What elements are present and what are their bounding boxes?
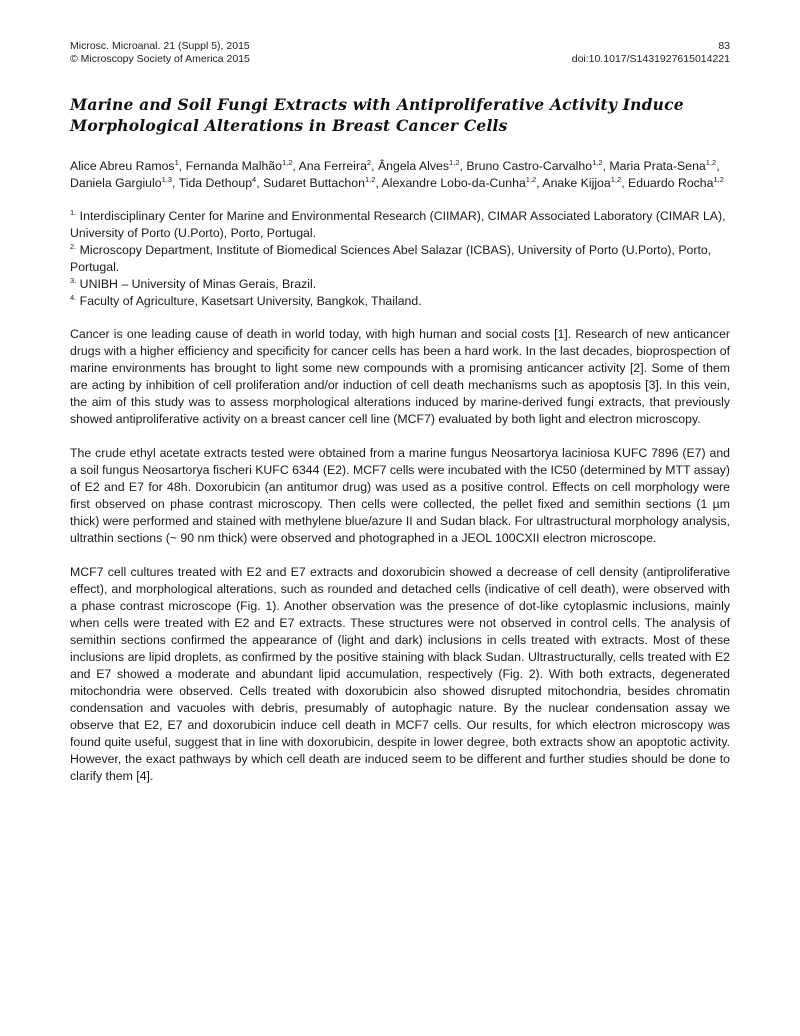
author [542,176,621,190]
body-paragraph: Cancer is one leading cause of death in world today, with high human and social costs [1]. Research of new anticancer drugs with a higher efficiency and specificity for cancer cells has been a hard work. In the last decades, bioprospection of marine environments has brought to light some new compounds with a promising anticancer activity [2]. Some of them are acting by inhibition of cell proliferation and/or induction of cell death mechanisms such as apoptosis [3]. In this vein, the aim of this study was to assess morphological alterations induced by marine-derived fungi extracts, that previously showed antiproliferative activity on a breast cancer cell line (MCF7) evaluated by both light and electron microscopy. [70,327,730,426]
page [70,40,730,802]
author-name: Anake Kijjoa [542,176,611,190]
author-affiliation-mark: 1,2 [610,174,622,184]
title-line: Morphological Alterations in Breast Cancer Cells [70,116,508,135]
affiliation [70,242,730,276]
author [466,159,602,173]
affiliation [70,208,730,242]
body-paragraph: The crude ethyl acetate extracts tested were obtained from a marine fungus Neosartorya laciniosa KUFC 7896 (E7) and a soil fungus Neosartorya fischeri KUFC 6344 (E2). MCF7 cells were incubated with the IC50 (determined by MTT assay) of E2 and E7 for 48h. Doxorubicin (an antitumor drug) was used as a positive control. Effects on cell morphology were first observed on phase contrast microscopy. Then cells were collected, the pellet fixed and semithin sections (1 µm thick) were performed and stained with methylene blue/azure II and Sudan black. For ultrastructural morphology analysis, ultrathin sections (~ 90 nm thick) were observed and photographed in a JEOL 100CXII electron microscope. [70,446,730,545]
body-paragraph: MCF7 cell cultures treated with E2 and E7 extracts and doxorubicin showed a decrease of cell density (antiproliferative effect), and morphological alterations, such as rounded and detached cells (indicative of cell death), were observed with a phase contrast microscope (Fig. 1). Another observation was the presence of dot-like cytoplasmic inclusions, mainly when cells were treated with E2 and E7 extracts. These structures were not observed in control cells. The analysis of semithin sections confirmed the appearance of (light and dark) inclusions in cells treated with extracts. Most of these inclusions are lipid droplets, as confirmed by the positive staining with black Sudan. Ultrastructurally, cells treated with E2 and E7 showed a moderate and abundant lipid accumulation, respectively (Fig. 2). With both extracts, degenerated mitochondria were observed. Cells treated with doxorubicin also showed disrupted mitochondria, besides chromatin condensation and vacuoles with debris, presumably of autophagic nature. By the nuclear condensation assay we observe that E2, E7 and doxorubicin induce cell death in MCF7 cells. Our results, for which electron microscopy was found quite useful, suggest that in line with doxorubicin, despite in lower degree, both extracts show an apoptotic activity. However, the exact pathways by which cell death are induced seem to be different and further studies should be done to clarify them [4]. [70,565,730,783]
author [186,159,293,173]
affiliation-text: UNIBH – University of Minas Gerais, Brazil. [76,277,317,291]
abstract-body [70,326,730,785]
author-name: Alice Abreu Ramos [70,159,175,173]
affiliation-text: Interdisciplinary Center for Marine and Environmental Research (CIIMAR), CIMAR Associated Laboratory (CIMAR LA), University of Porto (U.Porto), Porto, Portugal. [70,209,726,240]
author-affiliation-mark: 1,2 [281,157,293,167]
author-affiliation-mark: 2 [366,157,372,167]
author-name: Ângela Alves [377,159,450,173]
author-name: Eduardo Rocha [628,176,714,190]
author-affiliation-mark: 1,2 [449,157,460,167]
author-affiliation-mark: 1,2 [592,157,603,167]
author-name: Tida Dethoup [178,176,253,190]
author-affiliation-mark: 1 [174,157,179,167]
affiliation-list [70,208,730,310]
page-number: 83 [718,40,730,52]
affiliation-number: 1. [70,207,77,217]
author-affiliation-mark: 1,2 [713,174,724,184]
paper-title [70,94,730,136]
author-affiliation-mark: 1,3 [161,174,173,184]
author-name: Fernanda Malhão [185,159,282,173]
title-line: Marine and Soil Fungi Extracts with Antiproliferative Activity Induce [70,95,684,114]
author [263,176,375,190]
author-affiliation-mark: 1,2 [705,157,717,167]
doi: doi:10.1017/S1431927615014221 [571,53,730,65]
author-name: Bruno Castro-Carvalho [466,159,593,173]
author [628,176,724,190]
author [299,159,372,173]
running-head [70,40,730,66]
affiliation-number: 2. [70,241,77,251]
running-head-right [572,40,730,66]
affiliation [70,293,730,310]
affiliation-text: Microscopy Department, Institute of Biomedical Sciences Abel Salazar (ICBAS), University of Porto (U.Porto), Porto, Portugal. [70,243,712,274]
author [179,176,257,190]
affiliation-number: 4. [70,292,77,302]
copyright-notice: © Microscopy Society of America 2015 [70,53,250,65]
author-name: Daniela Gargiulo [70,176,162,190]
affiliation [70,276,730,293]
author [70,176,172,190]
affiliation-text: Faculty of Agriculture, Kasetsart University, Bangkok, Thailand. [76,294,422,308]
author [378,159,460,173]
author-affiliation-mark: 4 [252,174,257,184]
author-name: Sudaret Buttachon [263,176,365,190]
journal-citation: Microsc. Microanal. 21 (Suppl 5), 2015 [70,40,250,52]
author-list: Alice Abreu Ramos$^1$, Fernanda Malhão$^{1,2}$, Ana Ferreira$^2$, Ângela Alves$^{1,2}$, Bruno Castro-Carvalho$^{1,2}$, Maria Prata-Sena$^{1,2}$, Daniela Gargiulo$^{1,3}$, Tida Dethoup$^4$, Sudaret Buttachon$^{1,2}$, Alexandre Lobo-da-Cunha$^{1,2}$, Anake Kijjoa$^{1,2}$, Eduardo Rocha$^{1,2}$ [70,157,724,190]
author-affiliation-mark: 1,2 [525,174,537,184]
author [609,159,716,173]
author-name: Ana Ferreira [298,159,367,173]
author-affiliation-mark: 1,2 [364,174,376,184]
affiliation-number: 3. [70,275,77,285]
author [382,176,537,190]
running-head-left [70,40,250,66]
author-name: Alexandre Lobo-da-Cunha [381,176,526,190]
author [70,159,179,173]
author-name: Maria Prata-Sena [609,159,706,173]
